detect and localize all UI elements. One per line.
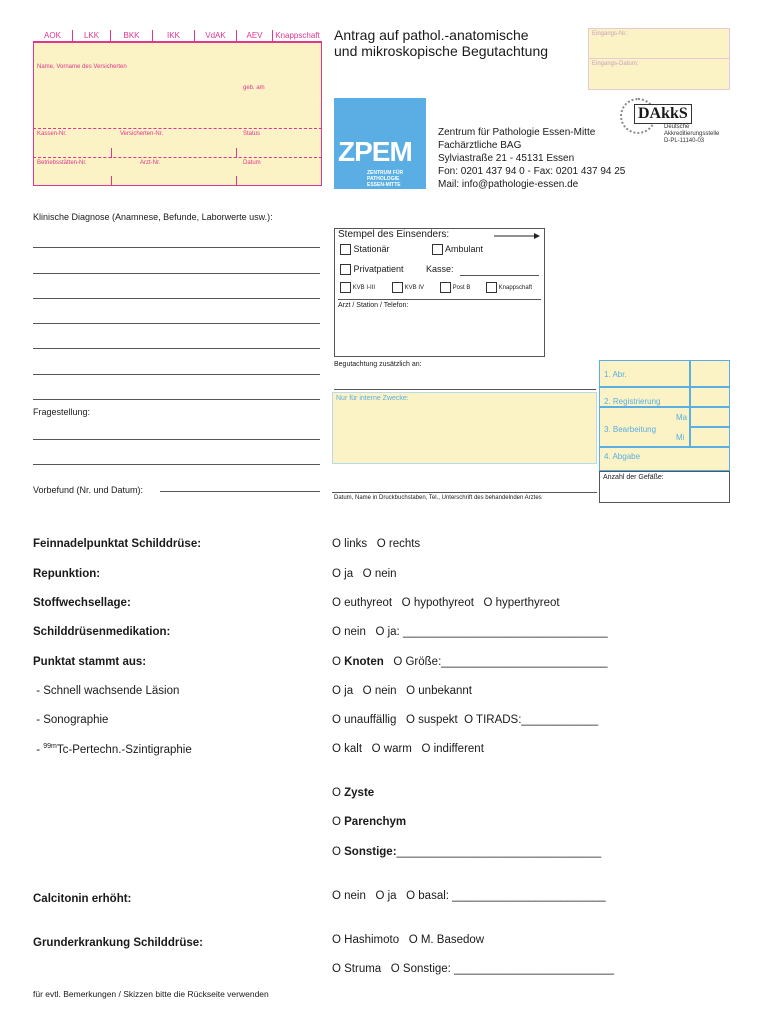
sonstige-label: Sonstige:: [344, 846, 397, 858]
center-address: [438, 126, 625, 191]
diagnose-label: Klinische Diagnose (Anamnese, Befunde, Laborwerte usw.):: [33, 212, 273, 222]
insurer-tabs: [33, 30, 322, 42]
divider: [33, 157, 322, 158]
stationaer-option[interactable]: [340, 244, 390, 255]
divider: [33, 128, 322, 129]
diagnose-line[interactable]: [33, 273, 320, 274]
calcitonin-label: Calcitonin erhöht:: [33, 893, 132, 905]
knappschaft-option[interactable]: [486, 282, 532, 293]
arzt-label: Arzt / Station / Telefon:: [338, 302, 409, 309]
parenchym-label: Parenchym: [344, 816, 407, 828]
ambulant-option[interactable]: [432, 244, 483, 255]
ambulant-label: Ambulant: [445, 244, 484, 254]
mi-cell[interactable]: [690, 427, 730, 447]
postb-option[interactable]: [440, 282, 470, 293]
parenchym-option[interactable]: [332, 816, 406, 828]
checkbox[interactable]: [432, 244, 443, 255]
knappschaft-label: Knappschaft: [498, 285, 533, 292]
question-label: Punktat stammt aus:: [33, 656, 147, 668]
zusaetzlich-line[interactable]: [334, 389, 596, 390]
dash: -: [33, 743, 44, 756]
birth-label: geb. am: [243, 85, 265, 91]
vorbefund-line[interactable]: [160, 491, 320, 492]
checkbox[interactable]: [440, 282, 451, 293]
zyste-option[interactable]: [332, 787, 374, 799]
divider: [338, 299, 541, 300]
option-marker: O: [332, 787, 345, 799]
answer-options[interactable]: O euthyreot O hypothyreot O hyperthyreot: [332, 597, 560, 609]
ma-label: Ma: [676, 413, 688, 422]
dakks-sub-3: D-PL-11140-03: [664, 138, 705, 144]
eingang-nr-field[interactable]: [588, 28, 730, 60]
betrieb-nr-label: Betriebsstätten-Nr.: [37, 160, 87, 166]
zyste-label: Zyste: [344, 787, 375, 799]
grunderkrankung-label: Grunderkrankung Schilddrüse:: [33, 937, 203, 949]
zpem-sub-1: ZENTRUM FÜR PATHOLOGIE: [367, 170, 404, 182]
diagnose-line[interactable]: [33, 298, 320, 299]
divider: [111, 176, 112, 186]
kvb13-label: KVB I-III: [352, 285, 376, 292]
center-phone: Fon: 0201 437 94 0 - Fax: 0201 437 94 25: [438, 166, 626, 177]
postb-label: Post B: [452, 285, 471, 292]
insurer-lkk[interactable]: LKK: [73, 30, 111, 42]
option-marker: O: [332, 846, 345, 858]
sonstige-option[interactable]: [332, 846, 601, 858]
question-label: Repunktion:: [33, 568, 101, 580]
answer-options[interactable]: O kalt O warm O indifferent: [332, 743, 484, 755]
answer-options[interactable]: O nein O ja: ________________________________: [332, 626, 608, 638]
diagnose-line[interactable]: [33, 374, 320, 375]
dakks-sub-2: Akkreditierungsstelle: [664, 131, 720, 137]
title-line-1: Antrag auf pathol.-anatomische: [334, 27, 529, 43]
zusaetzlich-label: Begutachtung zusätzlich an:: [334, 361, 422, 368]
status-label: Status: [243, 131, 261, 137]
answer-options[interactable]: O unauffällig O suspekt O TIRADS:____________: [332, 714, 599, 726]
diagnose-line[interactable]: [33, 348, 320, 349]
arzt-nr-label: Arzt-Nr.: [140, 160, 161, 166]
answer-options[interactable]: O ja O nein: [332, 568, 397, 580]
kvb4-option[interactable]: [392, 282, 424, 293]
fragestellung-label: Fragestellung:: [33, 407, 91, 417]
option-marker: O: [332, 816, 345, 828]
signature-label: Datum, Name in Druckbuchstaben, Tel., Unterschrift des behandelnden Arztes: [334, 495, 542, 501]
checkbox[interactable]: [392, 282, 403, 293]
stationaer-label: Stationär: [353, 244, 390, 254]
insurer-aok[interactable]: AOK: [33, 30, 73, 42]
zpem-logo: [334, 98, 426, 189]
knoten-option[interactable]: Knoten: [344, 656, 384, 668]
vorbefund-label: Vorbefund (Nr. und Datum):: [33, 485, 144, 495]
groesse-option[interactable]: O Größe:__________________________: [383, 656, 608, 668]
mi-label: Mi: [676, 433, 685, 442]
abgabe-label: 4. Abgabe: [604, 452, 641, 461]
answer-options[interactable]: [332, 656, 608, 668]
divider: [236, 176, 237, 186]
eingang-nr-label: Eingangs-Nr.:: [592, 31, 629, 37]
kvb4-label: KVB IV: [404, 285, 425, 292]
zpem-logo-subtitle: [367, 170, 426, 188]
footer-note: für evtl. Bemerkungen / Skizzen bitte die Rückseite verwenden: [33, 989, 269, 999]
dakks-sub-1: Deutsche: [664, 124, 690, 130]
insurer-vdak[interactable]: VdAK: [195, 30, 237, 42]
datum-label: Datum: [243, 160, 261, 166]
registrierung-label: 2. Registrierung: [604, 397, 661, 406]
insurer-knappschaft[interactable]: Knappschaft: [273, 30, 322, 42]
question-label: [33, 743, 192, 756]
grunderkrankung-options-2[interactable]: O Struma O Sonstige: _________________________: [332, 963, 614, 975]
sonstige-line[interactable]: ________________________________: [396, 846, 602, 858]
checkbox[interactable]: [340, 244, 351, 255]
question-label: - Sonographie: [33, 714, 109, 726]
calcitonin-options[interactable]: O nein O ja O basal: ________________________: [332, 890, 606, 902]
kasse-line[interactable]: [460, 275, 539, 276]
kvb13-option[interactable]: [340, 282, 375, 293]
registrierung-check-cell[interactable]: [690, 387, 730, 407]
zpem-sub-2: ESSEN-MITTE: [367, 182, 401, 188]
fragestellung-line[interactable]: [33, 464, 320, 465]
center-type: Fachärztliche BAG: [438, 140, 522, 151]
diagnose-line[interactable]: [33, 247, 320, 248]
diagnose-line[interactable]: [33, 399, 320, 400]
name-label: Name, Vorname des Versicherten: [37, 64, 127, 70]
title-line-2: und mikroskopische Begutachtung: [334, 43, 549, 59]
dakks-word: DAkkS: [634, 104, 692, 124]
checkbox[interactable]: [486, 282, 497, 293]
question-label: Feinnadelpunktat Schilddrüse:: [33, 538, 202, 550]
abr-check-cell[interactable]: [690, 360, 730, 387]
dakks-logo: [620, 98, 732, 153]
arrow-right-icon: [494, 231, 540, 241]
ma-cell[interactable]: [690, 407, 730, 427]
answer-options[interactable]: O ja O nein O unbekannt: [332, 685, 472, 697]
eingang-datum-field[interactable]: [588, 58, 730, 90]
privatpatient-label: Privatpatient: [353, 264, 404, 274]
szintigraphie-label: Tc-Pertechn.-Szintigraphie: [56, 743, 192, 756]
form-title: [334, 27, 584, 59]
signature-line[interactable]: [332, 492, 597, 493]
checkbox[interactable]: [340, 282, 351, 293]
insurer-ikk[interactable]: IKK: [153, 30, 195, 42]
zpem-logo-text: ZPEM: [338, 136, 412, 167]
bearbeitung-label: 3. Bearbeitung: [604, 425, 657, 434]
question-label: - Schnell wachsende Läsion: [33, 685, 180, 697]
privatpatient-option[interactable]: [340, 264, 404, 275]
fragestellung-line[interactable]: [33, 439, 320, 440]
stamp-title: Stempel des Einsenders:: [338, 229, 450, 240]
abr-label: 1. Abr.: [604, 370, 627, 379]
question-label: Stoffwechsellage:: [33, 597, 131, 609]
diagnose-line[interactable]: [33, 323, 320, 324]
dakks-subtitle: [664, 124, 719, 145]
checkbox[interactable]: [340, 264, 351, 275]
internal-label: Nur für interne Zwecke:: [336, 395, 409, 402]
center-name: Zentrum für Pathologie Essen-Mitte: [438, 127, 596, 138]
insurer-aev[interactable]: AEV: [237, 30, 273, 42]
eingang-datum-label: Eingangs-Datum:: [592, 61, 639, 67]
option-marker: O: [332, 656, 345, 668]
center-mail: Mail: info@pathologie-essen.de: [438, 179, 579, 190]
center-street: Sylviastraße 21 - 45131 Essen: [438, 153, 575, 164]
question-label: Schilddrüsenmedikation:: [33, 626, 171, 638]
answer-options[interactable]: O links O rechts: [332, 538, 421, 550]
gefaesse-label: Anzahl der Gefäße:: [603, 474, 664, 481]
internal-box: [332, 392, 597, 464]
isotope-superscript: 99m: [43, 743, 57, 750]
versicherten-nr-label: Versicherten-Nr.: [120, 131, 164, 137]
grunderkrankung-options[interactable]: O Hashimoto O M. Basedow: [332, 934, 485, 946]
insurer-bkk[interactable]: BKK: [111, 30, 153, 42]
kasse-label: Kasse:: [426, 264, 454, 274]
kassen-nr-label: Kassen-Nr.: [37, 131, 67, 137]
